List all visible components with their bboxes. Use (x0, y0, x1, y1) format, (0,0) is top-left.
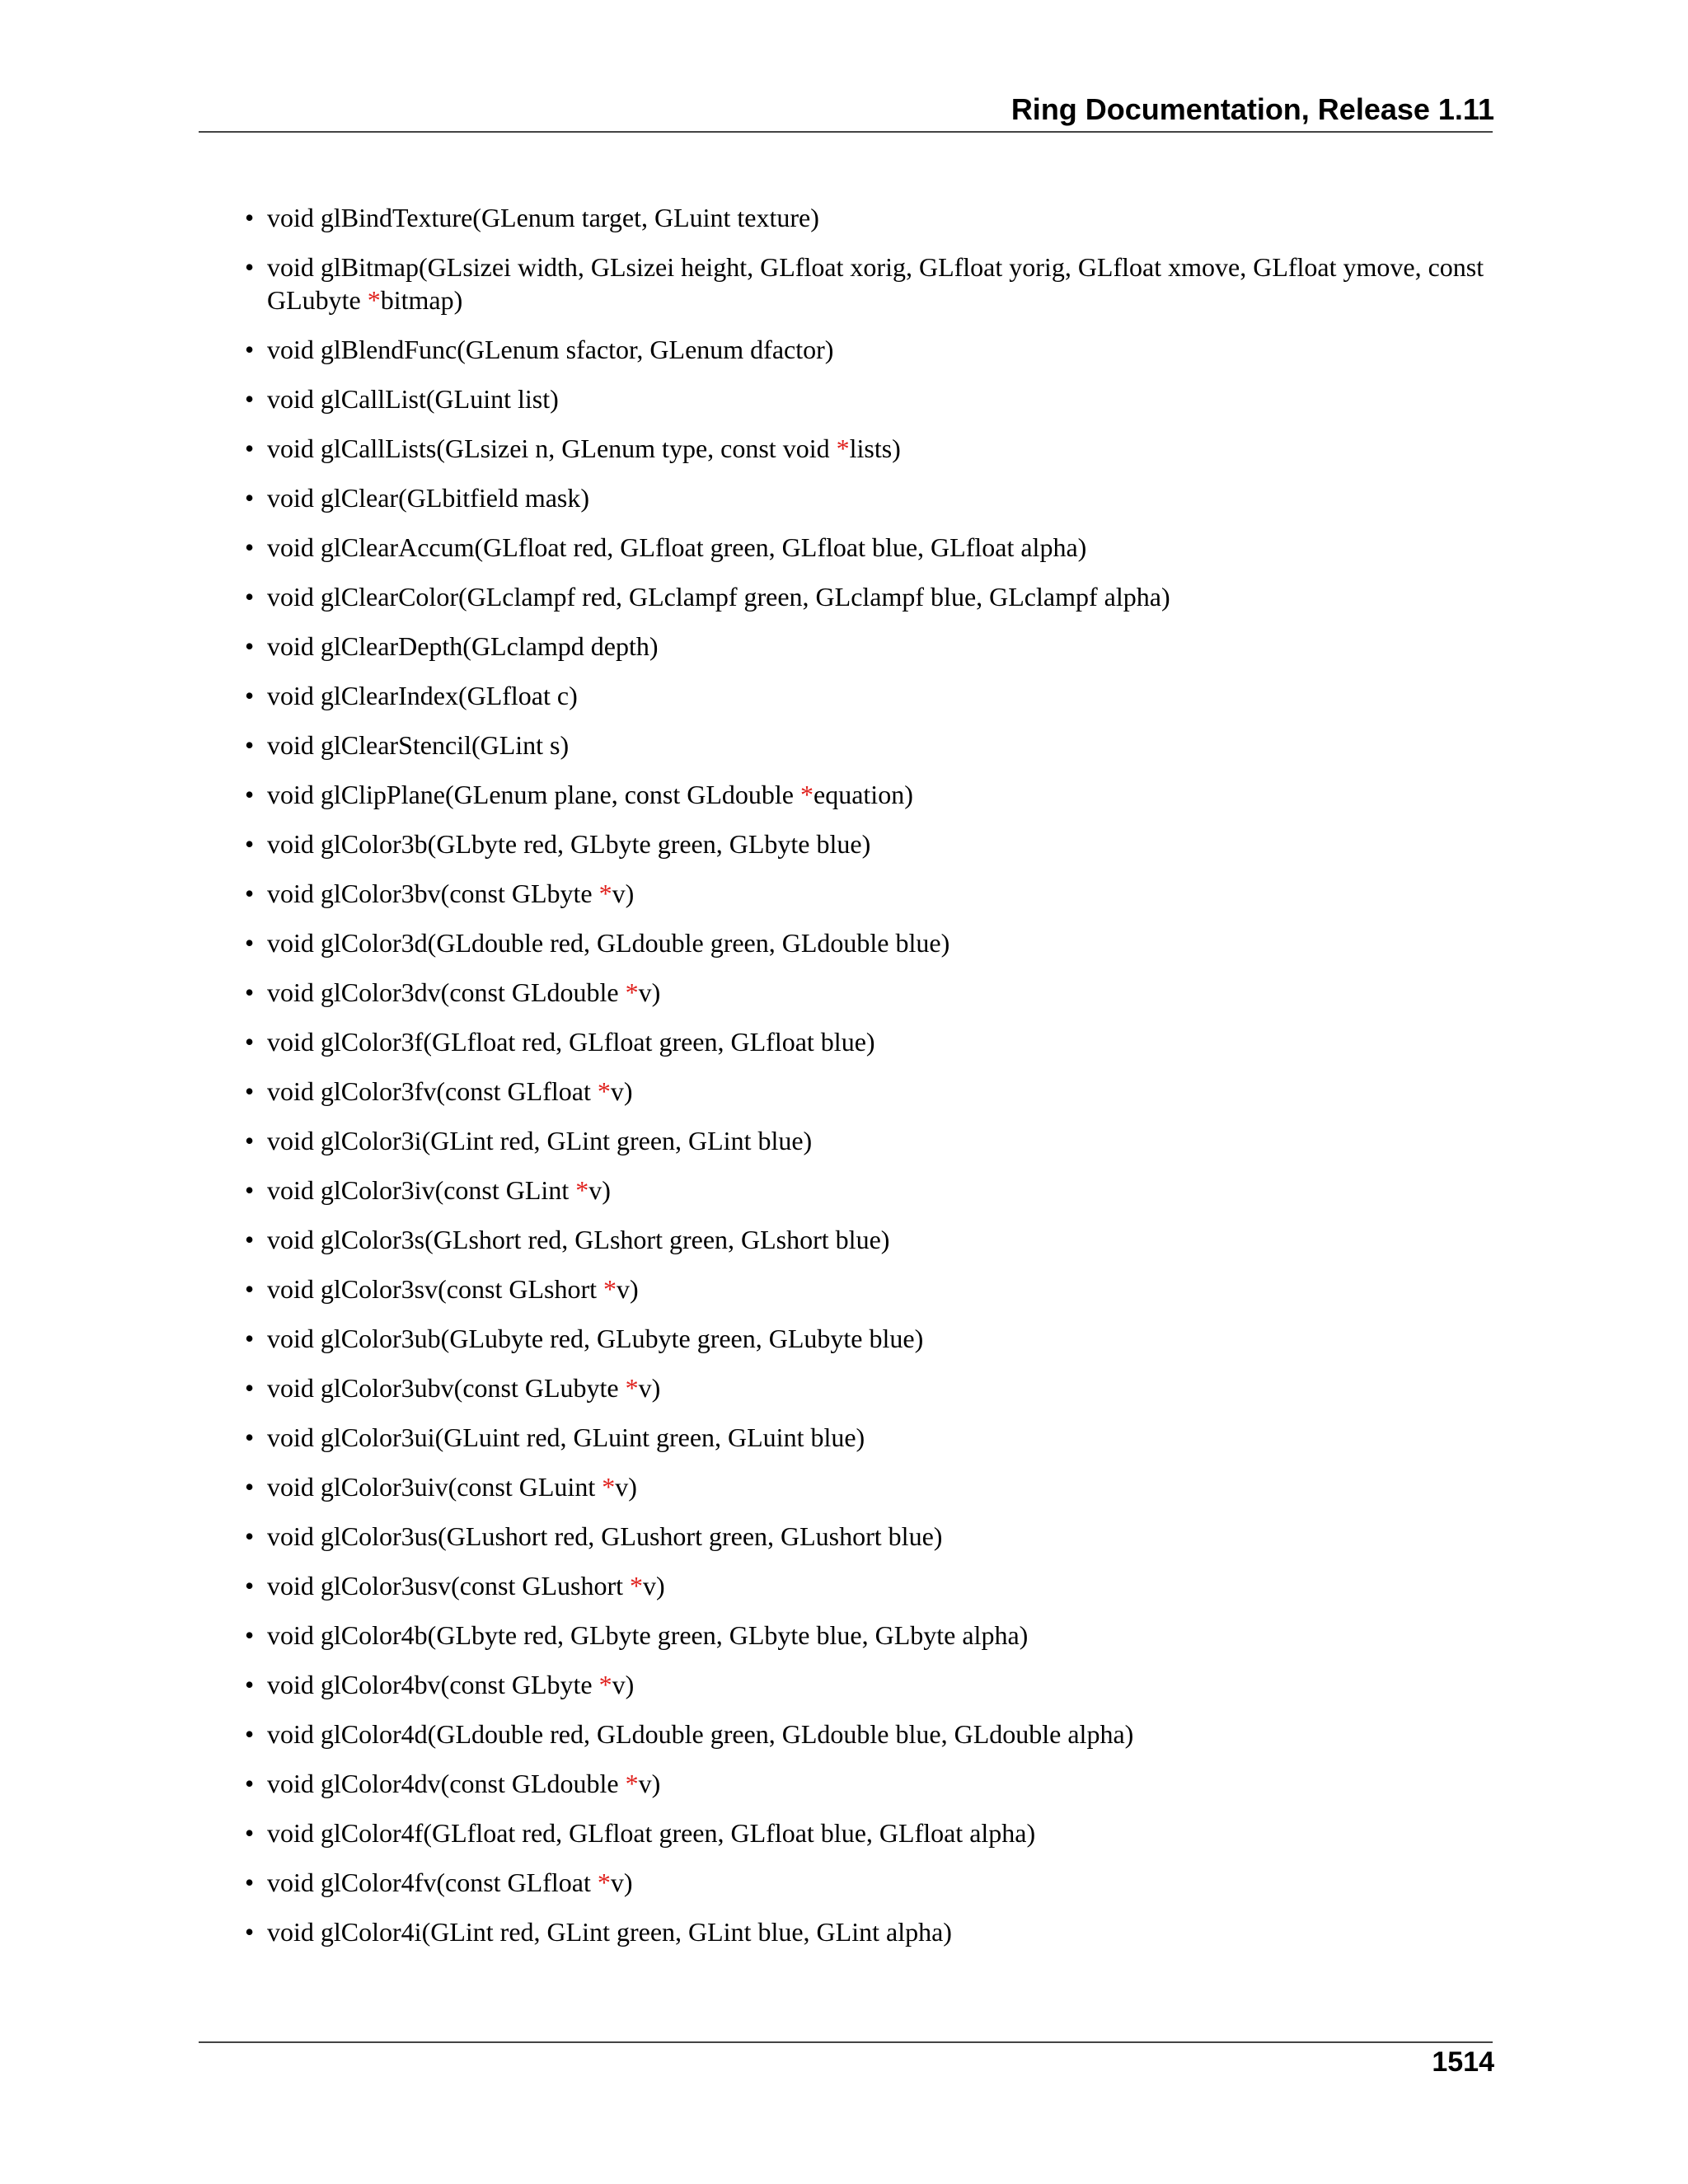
list-item (245, 1470, 1493, 1503)
list-item (245, 926, 1493, 959)
function-signature: void glColor3fv(const GLfloat (267, 1076, 598, 1106)
list-item (245, 1816, 1493, 1849)
bullet-icon: • (245, 928, 255, 958)
bullet-icon: • (245, 1472, 255, 1502)
bullet-icon: • (245, 1670, 255, 1699)
pointer-asterisk: * (367, 285, 381, 315)
bullet-icon: • (245, 1225, 255, 1254)
function-signature: void glClearColor(GLclampf red, GLclampf green, GLclampf blue, GLclampf alpha) (267, 582, 1170, 612)
function-signature: void glClearDepth(GLclampd depth) (267, 631, 659, 661)
list-item (245, 201, 1493, 234)
bullet-icon: • (245, 780, 255, 809)
list-item (245, 1124, 1493, 1157)
header-divider (199, 131, 1493, 133)
function-signature: void glBindTexture(GLenum target, GLuint texture) (267, 203, 819, 232)
function-signature: void glColor4b(GLbyte red, GLbyte green, GLbyte blue, GLbyte alpha) (267, 1620, 1029, 1650)
bullet-icon: • (245, 434, 255, 463)
list-item (245, 1223, 1493, 1256)
function-signature: void glColor4fv(const GLfloat (267, 1868, 598, 1897)
bullet-icon: • (245, 1126, 255, 1155)
function-signature-tail: v) (588, 1175, 611, 1205)
pointer-asterisk: * (603, 1274, 617, 1304)
bullet-icon: • (245, 1521, 255, 1551)
function-list (245, 201, 1493, 1965)
bullet-icon: • (245, 1274, 255, 1304)
page-number: 1514 (1432, 2046, 1494, 2078)
list-item (245, 1569, 1493, 1602)
pointer-asterisk: * (836, 434, 850, 463)
function-signature: void glColor3dv(const GLdouble (267, 977, 626, 1007)
list-item (245, 333, 1493, 366)
function-signature-tail: v) (612, 879, 635, 908)
pointer-asterisk: * (800, 780, 814, 809)
list-item (245, 778, 1493, 811)
list-item (245, 1421, 1493, 1454)
bullet-icon: • (245, 384, 255, 414)
bullet-icon: • (245, 829, 255, 859)
pointer-asterisk: * (625, 1373, 639, 1403)
bullet-icon: • (245, 1175, 255, 1205)
pointer-asterisk: * (598, 879, 612, 908)
pointer-asterisk: * (629, 1571, 643, 1601)
list-item (245, 1915, 1493, 1948)
function-signature: void glColor3ui(GLuint red, GLuint green, GLuint blue) (267, 1422, 865, 1452)
function-signature: void glBlendFunc(GLenum sfactor, GLenum dfactor) (267, 335, 834, 364)
list-item (245, 1025, 1493, 1058)
list-item (245, 1866, 1493, 1899)
pointer-asterisk: * (625, 1769, 639, 1798)
function-signature: void glColor3bv(const GLbyte (267, 879, 599, 908)
list-item (245, 432, 1493, 465)
bullet-icon: • (245, 730, 255, 760)
function-signature-tail: v) (615, 1472, 637, 1502)
bullet-icon: • (245, 252, 255, 282)
function-signature: void glCallList(GLuint list) (267, 384, 559, 414)
list-item (245, 1371, 1493, 1404)
list-item (245, 1520, 1493, 1553)
function-signature: void glClearIndex(GLfloat c) (267, 681, 578, 710)
list-item (245, 827, 1493, 860)
footer-divider (199, 2041, 1493, 2043)
function-signature-tail: v) (610, 1076, 633, 1106)
function-signature: void glColor3f(GLfloat red, GLfloat green, GLfloat blue) (267, 1027, 875, 1057)
bullet-icon: • (245, 1076, 255, 1106)
bullet-icon: • (245, 483, 255, 513)
list-item (245, 877, 1493, 910)
list-item (245, 1272, 1493, 1305)
list-item (245, 679, 1493, 712)
list-item (245, 1668, 1493, 1701)
function-signature-tail: v) (638, 977, 661, 1007)
function-signature: void glColor3ubv(const GLubyte (267, 1373, 626, 1403)
pointer-asterisk: * (575, 1175, 589, 1205)
list-item (245, 630, 1493, 663)
function-signature: void glColor3s(GLshort red, GLshort green, GLshort blue) (267, 1225, 890, 1254)
function-signature: void glClearStencil(GLint s) (267, 730, 570, 760)
bullet-icon: • (245, 1868, 255, 1897)
bullet-icon: • (245, 1620, 255, 1650)
function-signature: void glColor3iv(const GLint (267, 1175, 576, 1205)
function-signature: void glClearAccum(GLfloat red, GLfloat green, GLfloat blue, GLfloat alpha) (267, 532, 1087, 562)
function-signature: void glColor3sv(const GLshort (267, 1274, 603, 1304)
bullet-icon: • (245, 631, 255, 661)
function-signature: void glColor3d(GLdouble red, GLdouble green, GLdouble blue) (267, 928, 950, 958)
function-signature: void glColor3usv(const GLushort (267, 1571, 630, 1601)
pointer-asterisk: * (597, 1076, 611, 1106)
function-signature: void glColor4bv(const GLbyte (267, 1670, 599, 1699)
pointer-asterisk: * (602, 1472, 616, 1502)
function-signature: void glClipPlane(GLenum plane, const GLdouble (267, 780, 800, 809)
pointer-asterisk: * (598, 1670, 612, 1699)
bullet-icon: • (245, 977, 255, 1007)
bullet-icon: • (245, 335, 255, 364)
bullet-icon: • (245, 203, 255, 232)
function-signature-tail: bitmap) (380, 285, 463, 315)
list-item (245, 580, 1493, 613)
list-item (245, 1322, 1493, 1355)
bullet-icon: • (245, 1324, 255, 1353)
bullet-icon: • (245, 1027, 255, 1057)
page-header-title: Ring Documentation, Release 1.11 (1010, 92, 1494, 126)
list-item (245, 1718, 1493, 1750)
list-item (245, 251, 1493, 316)
function-signature: void glCallLists(GLsizei n, GLenum type, const void (267, 434, 837, 463)
function-signature: void glColor4dv(const GLdouble (267, 1769, 626, 1798)
function-signature: void glColor4d(GLdouble red, GLdouble green, GLdouble blue, GLdouble alpha) (267, 1719, 1134, 1749)
bullet-icon: • (245, 1769, 255, 1798)
bullet-icon: • (245, 879, 255, 908)
list-item (245, 382, 1493, 415)
function-signature: void glBitmap(GLsizei width, GLsizei height, GLfloat xorig, GLfloat yorig, GLfloat xmove, GLfloat ymove, const GLubyte (267, 252, 1484, 315)
list-item (245, 976, 1493, 1009)
function-signature: void glColor4i(GLint red, GLint green, GLint blue, GLint alpha) (267, 1917, 952, 1947)
function-signature: void glColor3us(GLushort red, GLushort green, GLushort blue) (267, 1521, 943, 1551)
list-item (245, 1767, 1493, 1800)
pointer-asterisk: * (597, 1868, 611, 1897)
function-signature-tail: v) (616, 1274, 639, 1304)
function-signature-tail: v) (642, 1571, 665, 1601)
bullet-icon: • (245, 1422, 255, 1452)
bullet-icon: • (245, 1571, 255, 1601)
function-signature: void glColor3i(GLint red, GLint green, GLint blue) (267, 1126, 813, 1155)
bullet-icon: • (245, 582, 255, 612)
function-signature-tail: v) (610, 1868, 633, 1897)
function-signature: void glColor3b(GLbyte red, GLbyte green, GLbyte blue) (267, 829, 871, 859)
bullet-icon: • (245, 1917, 255, 1947)
bullet-icon: • (245, 1818, 255, 1848)
list-item (245, 481, 1493, 514)
function-signature-tail: v) (612, 1670, 635, 1699)
function-signature-tail: v) (638, 1373, 661, 1403)
function-signature: void glClear(GLbitfield mask) (267, 483, 590, 513)
function-signature-tail: equation) (814, 780, 913, 809)
bullet-icon: • (245, 1719, 255, 1749)
list-item (245, 531, 1493, 564)
list-item (245, 1619, 1493, 1652)
list-item (245, 729, 1493, 762)
function-signature: void glColor3ub(GLubyte red, GLubyte green, GLubyte blue) (267, 1324, 924, 1353)
bullet-icon: • (245, 1373, 255, 1403)
bullet-icon: • (245, 681, 255, 710)
list-item (245, 1075, 1493, 1108)
function-signature-tail: lists) (849, 434, 901, 463)
bullet-icon: • (245, 532, 255, 562)
function-signature: void glColor3uiv(const GLuint (267, 1472, 603, 1502)
function-signature-tail: v) (638, 1769, 661, 1798)
pointer-asterisk: * (625, 977, 639, 1007)
list-item (245, 1174, 1493, 1207)
function-signature: void glColor4f(GLfloat red, GLfloat green, GLfloat blue, GLfloat alpha) (267, 1818, 1036, 1848)
